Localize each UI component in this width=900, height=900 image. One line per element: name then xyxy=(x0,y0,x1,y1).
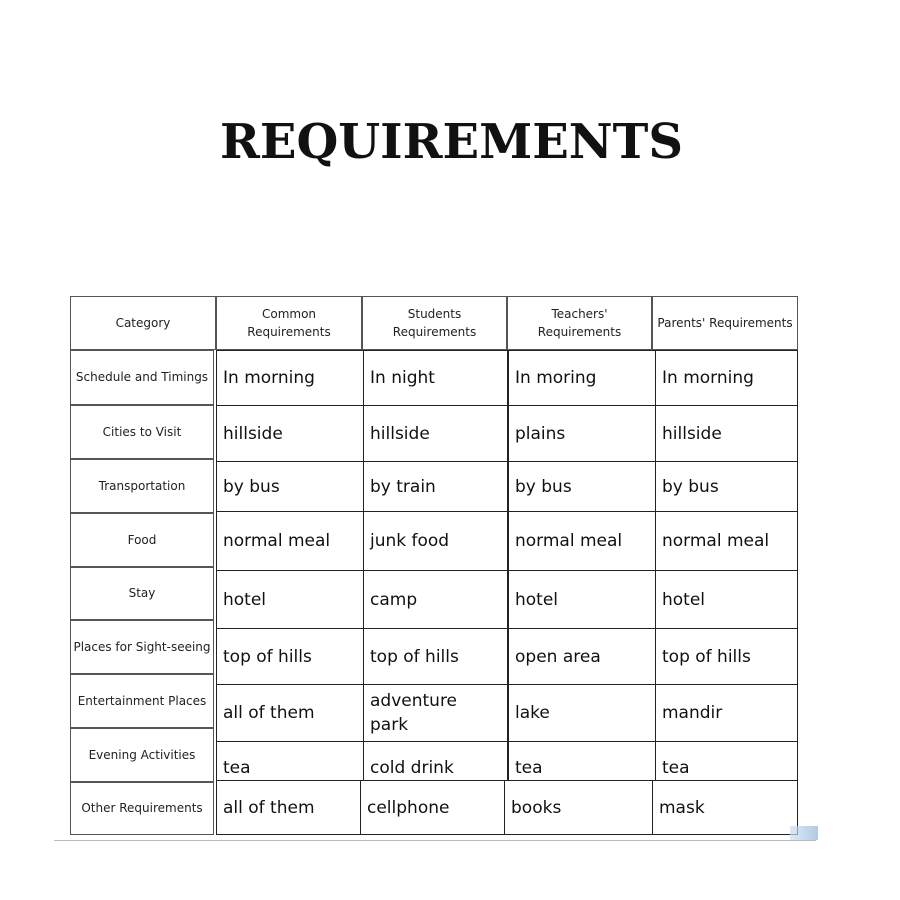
table-cell-teachers: tea xyxy=(508,741,656,781)
table-cell-common: hillside xyxy=(216,405,364,462)
table-cell-students: hillside xyxy=(363,405,508,462)
table-cell-students: junk food xyxy=(363,511,508,571)
table-cell-common: top of hills xyxy=(216,628,364,685)
table-cell-common: normal meal xyxy=(216,511,364,571)
table-cell-teachers: In moring xyxy=(508,350,656,406)
table-cell-parents: top of hills xyxy=(655,628,798,685)
category-cell: Schedule and Timings xyxy=(70,350,214,405)
table-cell-common: all of them xyxy=(216,780,361,835)
table-cell-students: adventure park xyxy=(363,684,508,742)
table-cell-teachers: normal meal xyxy=(508,511,656,571)
table-cell-teachers: plains xyxy=(508,405,656,462)
table-cell-common: tea xyxy=(216,741,364,781)
table-cell-students: top of hills xyxy=(363,628,508,685)
table-cell-teachers: lake xyxy=(508,684,656,742)
header-category: Category xyxy=(70,296,216,350)
table-cell-common: In morning xyxy=(216,350,364,406)
header-common: Common Requirements xyxy=(216,296,362,350)
category-cell: Other Requirements xyxy=(70,782,214,835)
table-cell-teachers: by bus xyxy=(508,461,656,512)
table-cell-parents: hillside xyxy=(655,405,798,462)
table-cell-students: In night xyxy=(363,350,508,406)
header-students: Students Requirements xyxy=(362,296,507,350)
table-cell-students: cold drink xyxy=(363,741,508,781)
table-cell-students: by train xyxy=(363,461,508,512)
table-cell-teachers: books xyxy=(504,780,653,835)
table-cell-parents: In morning xyxy=(655,350,798,406)
category-cell: Entertainment Places xyxy=(70,674,214,728)
table-cell-parents: by bus xyxy=(655,461,798,512)
table-cell-students: cellphone xyxy=(360,780,505,835)
bottom-divider xyxy=(54,840,816,841)
category-cell: Evening Activities xyxy=(70,728,214,782)
category-cell: Food xyxy=(70,513,214,567)
category-cell: Cities to Visit xyxy=(70,405,214,459)
table-cell-parents: mask xyxy=(652,780,798,835)
header-parents: Parents' Requirements xyxy=(652,296,798,350)
category-cell: Places for Sight-seeing xyxy=(70,620,214,674)
table-cell-parents: tea xyxy=(655,741,798,781)
table-cell-parents: normal meal xyxy=(655,511,798,571)
table-cell-parents: mandir xyxy=(655,684,798,742)
decorative-smudge xyxy=(790,826,818,840)
table-cell-teachers: hotel xyxy=(508,570,656,629)
category-cell: Transportation xyxy=(70,459,214,513)
table-cell-common: by bus xyxy=(216,461,364,512)
table-cell-teachers: open area xyxy=(508,628,656,685)
table-cell-common: all of them xyxy=(216,684,364,742)
table-cell-parents: hotel xyxy=(655,570,798,629)
table-cell-common: hotel xyxy=(216,570,364,629)
header-teachers: Teachers' Requirements xyxy=(507,296,652,350)
page-title: REQUIREMENTS xyxy=(220,114,684,170)
table-cell-students: camp xyxy=(363,570,508,629)
category-cell: Stay xyxy=(70,567,214,620)
